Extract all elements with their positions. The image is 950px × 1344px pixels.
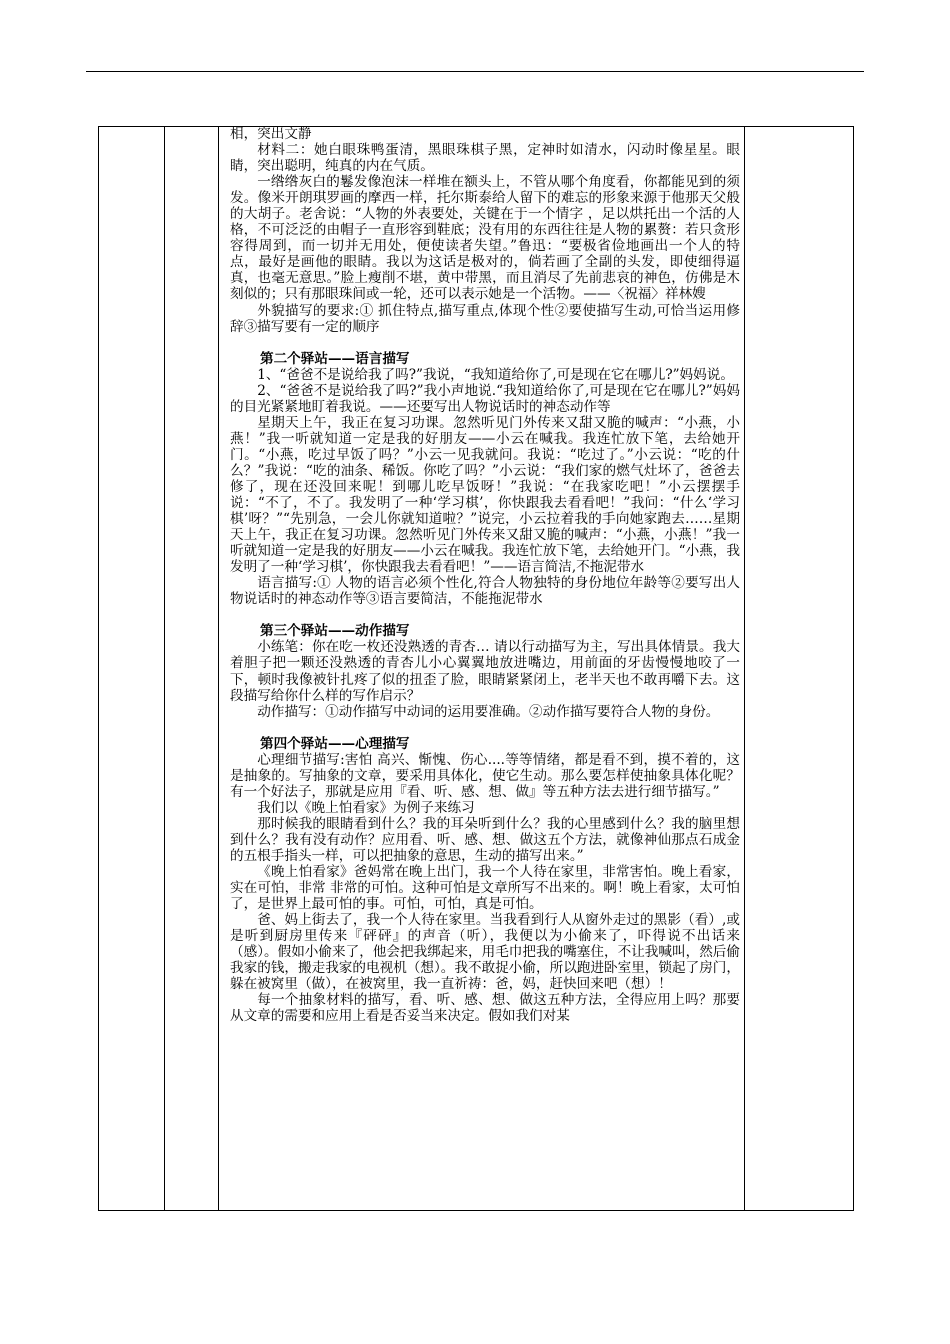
text-paragraph: 语言描写:① 人物的语言必须个性化,符合人物独特的身份地位年龄等②要写出人物说话时的神态动作等③语言要简洁，不能拖泥带水 xyxy=(230,575,740,608)
text-paragraph: 材料二：她白眼珠鸭蛋清，黑眼珠棋子黑，定神时如清水，闪动时像星星。眼睛，突出聪明，纯真的内在气质。 xyxy=(230,142,740,175)
text-paragraph: 心理细节描写:害怕 高兴、惭愧、伤心....等等情绪，都是看不到，摸不着的，这是抽象的。写抽象的文章，要采用具体化，使它生动。那么要怎样使抽象具体化呢？有一个好法子，那就是应用『看、听、感、想、做』等五种方法去进行细节描写。” xyxy=(230,751,740,800)
text-paragraph: 星期天上午，我正在复习功课。忽然听见门外传来又甜又脆的喊声：“小燕，小燕！”我一听就知道一定是我的好朋友——小云在喊我。我连忙放下笔，去给她开门。“小燕，吃过早饭了吗？”小云一见我就问。我说：“吃过了。”小云说：“吃的什么？”我说：“吃的油条、稀饭。你吃了吗？”小云说：“我们家的燃气灶坏了，爸爸去修了，现在还没回来呢！到哪儿吃早饭呀！”我说：“在我家吃吧！”小云摆摆手说：“不了，不了。我发明了一种‘学习棋’，你快跟我去看看吧！”我问：“什么‘学习棋’呀？”“先别急，一会儿你就知道啦？”说完，小云拉着我的手向她家跑去……星期天上午，我正在复习功课。忽然听见门外传来又甜又脆的喊声：“小燕，小燕！”我一听就知道一定是我的好朋友——小云在喊我。我连忙放下笔，去给她开门。“小燕，我发明了一种‘学习棋’，你快跟我去看看吧！”——语言简洁,不拖泥带水 xyxy=(230,414,740,576)
text-paragraph: 相，突出文静 xyxy=(230,126,312,142)
text-paragraph: 爸、妈上街去了，我一个人待在家里。当我看到行人从窗外走过的黑影（看）,或是听到厨房里传来『砰砰』的声音（听），我便以为小偷来了，吓得说不出话来（感）。假如小偷来了，他会把我绑起来，用毛巾把我的嘴塞住，不让我喊叫，然后偷我家的钱，搬走我家的电视机（想）。我不敢捉小偷，所以跑进卧室里，锁起了房门，躲在被窝里（做），在被窝里，我一直祈祷：爸，妈，赶快回来吧（想）！ xyxy=(230,912,740,993)
column-divider-2 xyxy=(218,127,219,1210)
text-paragraph: 外貌描写的要求:① 抓住特点,描写重点,体现个性②要使描写生动,可恰当运用修辞③描写要有一定的顺序 xyxy=(230,302,740,335)
section-spacer xyxy=(230,607,740,623)
text-paragraph: 我们以《晚上怕看家》为例子来练习 xyxy=(257,799,475,816)
section-spacer xyxy=(230,720,740,736)
text-paragraph: 1、“爸爸不是说给我了吗?”我说，“我知道给你了,可是现在它在哪儿?”妈妈说。 xyxy=(257,366,734,383)
section-heading: 第二个驿站——语言描写 xyxy=(260,350,410,367)
section-heading: 第三个驿站——动作描写 xyxy=(260,623,410,640)
text-paragraph: 那时候我的眼睛看到什么？我的耳朵听到什么？我的心里感到什么？我的脑里想到什么？我有没有动作？应用看、听、感、想、做这五个方法，就像神仙那点石成金的五根手指头一样，可以把抽象的意思，生动的描写出来。” xyxy=(230,815,740,864)
section-spacer xyxy=(230,335,740,351)
teaching-content-cell xyxy=(230,126,740,1024)
text-paragraph: 一绺绺灰白的鬈发像泡沫一样堆在额头上，不管从哪个角度看，你都能见到的须发。像米开朗琪罗画的摩西一样，托尔斯泰给人留下的难忘的形象来源于他那天父般的大胡子。老舍说：“人物的外表要处，关键在于一个情字 ，足以烘托出一个活的人格，不可泛泛的由帽子一直形容到鞋底；没有用的东西往往是人物的累赘：若只贪形容得周到，而一切并无用处，便使读者失望。”鲁迅：“要极省俭地画出一个人的特点，最好是画他的眼睛。我以为这话是极对的，倘若画了全副的头发，即使细得逼真，也毫无意思。”脸上瘦削不堪，黄中带黑，而且消尽了先前悲哀的神色，仿佛是木刻似的；只有那眼珠间或一轮，还可以表示她是一个活物。——〈祝福〉祥林嫂 xyxy=(230,174,740,303)
text-paragraph: 小练笔：你在吃一枚还没熟透的青杏… 请以行动描写为主，写出具体情景。我大着胆子把一颗还没熟透的青杏儿小心翼翼地放进嘴边，用前面的牙齿慢慢地咬了一下，顿时我像被针扎疼了似的扭歪了脸，眼睛紧紧闭上，老半天也不敢再嚼下去。这段描写给你什么样的写作启示？ xyxy=(230,639,740,704)
section-heading: 第四个驿站——心理描写 xyxy=(260,735,410,752)
text-paragraph: 2、“爸爸不是说给我了吗?”我小声地说.“我知道给你了,可是现在它在哪儿?”妈妈的目光紧紧地盯着我说。——还要写出人物说话时的神态动作等 xyxy=(230,382,740,415)
column-divider-1 xyxy=(164,127,165,1210)
text-paragraph: 每一个抽象材料的描写，看、听、感、想、做这五种方法，全得应用上吗？那要从文章的需要和应用上看是否妥当来决定。假如我们对某 xyxy=(230,992,740,1025)
text-paragraph: 动作描写：①动作描写中动词的运用要准确。②动作描写要符合人物的身份。 xyxy=(257,703,720,720)
text-paragraph: 《晚上怕看家》爸妈常在晚上出门，我一个人待在家里，非常害怕。晚上看家，实在可怕，非常 非常的可怕。这种可怕是文章所写不出来的。啊！晚上看家，太可怕了，是世界上最可怕的事。可怕，可怕，真是可怕。 xyxy=(230,864,740,913)
column-divider-3 xyxy=(744,127,745,1210)
header-rule xyxy=(86,71,864,72)
